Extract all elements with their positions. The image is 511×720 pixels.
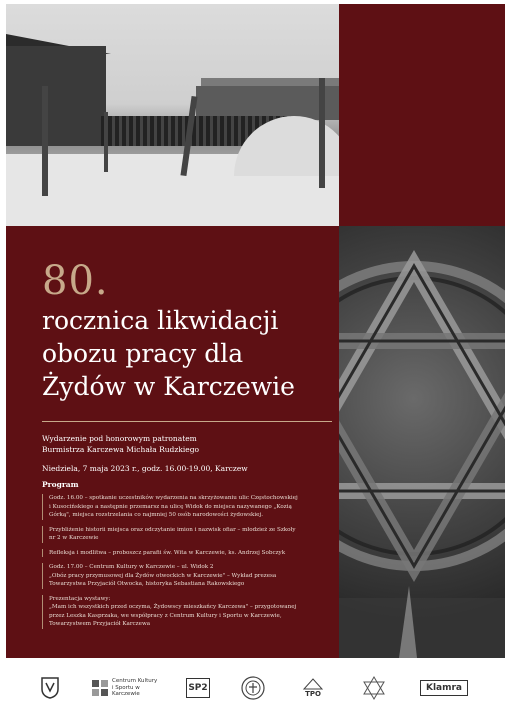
event-info-panel [6,226,339,658]
program-item [42,595,334,629]
program-line: „Obóz pracy przymusowej dla Żydów otwockich w Karczewie" – Wykład prezesa [49,572,277,579]
program-line: Przybliżenie historii miejsca oraz odczytanie imion i nazwisk ofiar – młodzież ze Szkoły [49,526,296,533]
coat-of-arms-logo [38,674,62,702]
patronage-text [42,433,199,455]
star-icon [361,675,387,701]
tpk-logo [360,674,388,702]
barrack-right [196,86,339,120]
fence-post [104,112,108,172]
star-of-david-stone-photo [339,226,505,658]
star-of-david-icon [339,226,505,658]
fence-post [42,86,48,196]
klamra-logo [420,680,468,696]
program-heading: Program [42,480,79,489]
tpo-logo [300,674,326,702]
title-line: obozu pracy dla [42,339,244,368]
program-line: Górką", miejsca rozstrzelania co najmniej 50 osób narodowości żydowskiej. [49,512,263,518]
program-list [42,494,334,635]
shield-icon [41,677,59,699]
divider [42,421,332,422]
barrack-left [6,46,106,146]
title-line: Żydów w Karczewie [42,372,295,401]
patronage-line: Burmistrza Karczewa Michała Rudzkiego [42,445,200,454]
event-date: Niedziela, 7 maja 2023 r., godz. 16.00-19.00, Karczew [42,464,248,473]
program-line: Refleksja i modlitwa – proboszcz parafii św. Wita w Karczewie, ks. Andrzej Sobczyk [49,549,286,556]
program-item [42,563,334,589]
logo-text: Klamra [425,683,463,693]
program-line: Godz. 16.00 – spotkanie uczestników wydarzenia na skrzyżowaniu ulic Częstochowskiej [49,495,298,501]
program-line: nr 2 w Karczewie [49,535,99,541]
program-line: i Kusocińskiego a następnie przemarsz na ulicę Widok do miejsca nazywanego „Kozią [49,503,292,510]
title-line: rocznica likwidacji [42,306,279,335]
seal-icon [241,676,265,700]
tower-icon [302,678,324,690]
sponsor-logos [0,662,511,720]
sp2-logo [186,678,210,698]
program-item [42,549,334,558]
anniversary-number: 80. [42,258,109,304]
program-line: „Mam ich wszystkich przed oczyma, Żydowscy mieszkańcy Karczewa" – przygotowanej [49,604,297,610]
program-line: przez Leszka Kasprzaka, we współpracy z Centrum Kultury i Sportu w Karczewie, [49,612,282,619]
logo-text: Centrum Kultury i Sportu w Karczewie [112,678,158,698]
centrum-kultury-logo [92,674,162,702]
program-line: Towarzystwem Przyjaciół Karczewa [49,621,151,627]
patronage-line: Wydarzenie pod honorowym patronatem [42,434,197,443]
logo-text: TPO [305,690,321,698]
logo-text: SP2 [188,683,208,693]
program-line: Towarzystwa Przyjaciół Otwocka, historyka Sebastiana Rakowskiego [49,581,245,587]
program-line: Godz. 17.00 – Centrum Kultury w Karczewie – ul. Widok 2 [49,564,214,570]
parish-seal-logo [240,674,266,702]
program-item [42,494,334,520]
anniversary-title [42,304,332,403]
burgundy-block [339,4,505,226]
fence-post [319,78,325,188]
archival-camp-photo [6,4,339,226]
program-line: Prezentacja wystawy: [49,595,111,602]
grid-icon [92,680,108,696]
program-item [42,526,334,543]
